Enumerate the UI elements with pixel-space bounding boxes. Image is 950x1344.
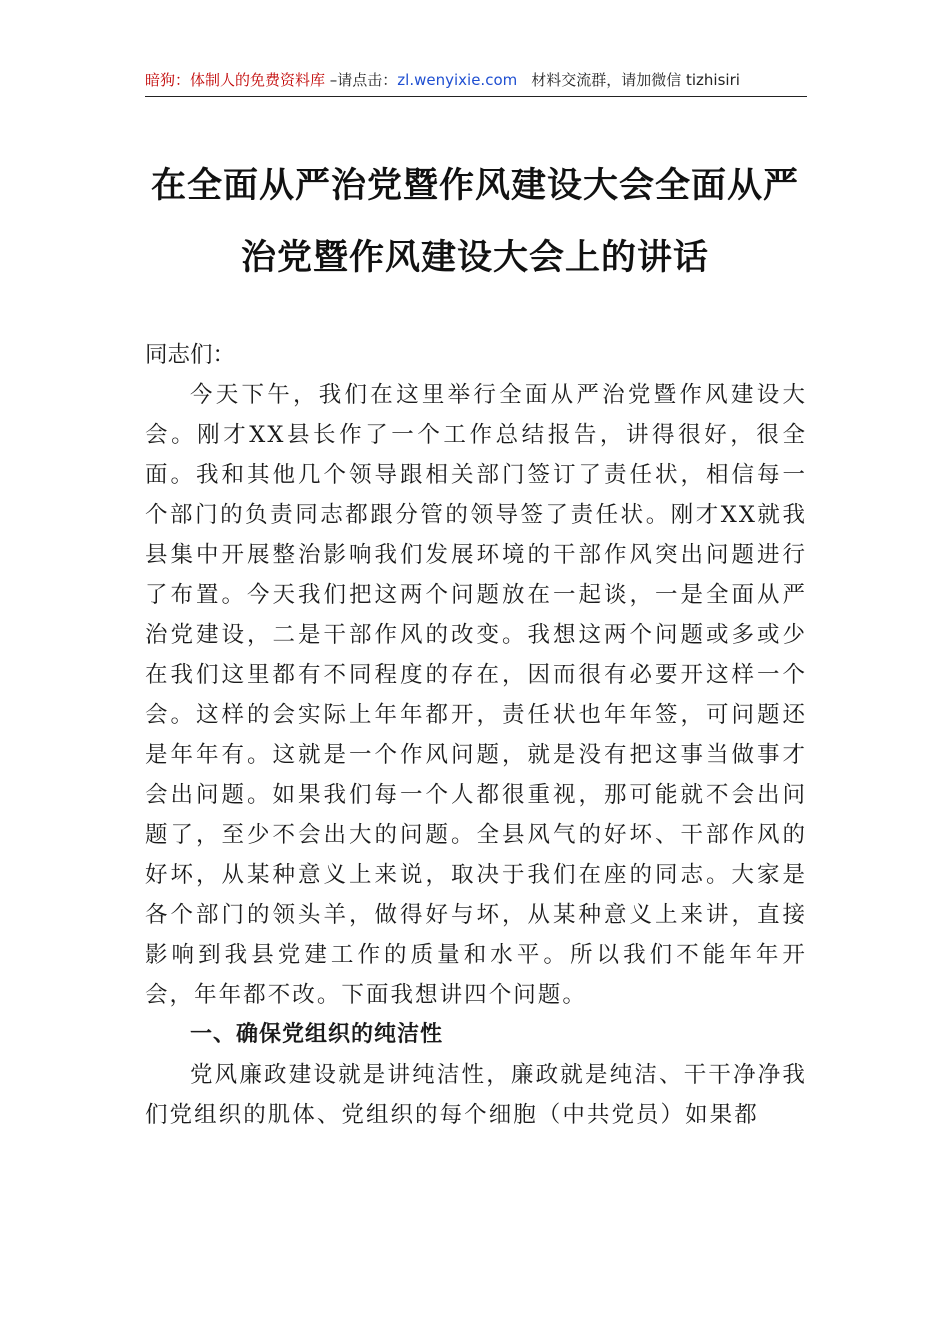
document-title — [140, 150, 810, 294]
header-click-prompt: –请点击： — [325, 71, 398, 89]
paragraph-intro: 今天下午，我们在这里举行全面从严治党暨作风建设大会。刚才XX县长作了一个工作总结报告，讲得很好，很全面。我和其他几个领导跟相关部门签订了责任状，相信每一个部门的负责同志都跟分管的领导签了责任状。刚才XX就我县集中开展整治影响我们发展环境的干部作风突出问题进行了布置。今天我们把这两个问题放在一起谈，一是全面从严治党建设，二是干部作风的改变。我想这两个问题或多或少在我们这里都有不同程度的存在，因而很有必要开这样一个会。这样的会实际上年年都开，责任状也年年签，可问题还是年年有。这就是一个作风问题，就是没有把这事当做事才会出问题。如果我们每一个人都很重视，那可能就不会出问题了，至少不会出大的问题。全县风气的好坏、干部作风的好坏，从某种意义上来说，取决于我们在座的同志。大家是各个部门的领头羊，做得好与坏，从某种意义上来讲，直接影响到我县党建工作的质量和水平。所以我们不能年年开会，年年都不改。下面我想讲四个问题。 — [145, 382, 807, 1008]
header-wechat-group: 材料交流群，请加微信 tizhisiri — [531, 71, 740, 89]
title-line-1: 在全面从严治党暨作风建设大会全面从严 — [150, 165, 799, 206]
salutation: 同志们： — [145, 342, 236, 368]
paragraph-section-1: 党风廉政建设就是讲纯洁性，廉政就是纯洁、干干净净我们党组织的肌体、党组织的每个细胞（中共党员）如果都 — [145, 1062, 807, 1128]
section-heading-1: 一、确保党组织的纯洁性 — [190, 1022, 444, 1047]
title-line-2: 治党暨作风建设大会上的讲话 — [240, 237, 709, 278]
page-header — [145, 66, 807, 97]
document-body — [145, 335, 807, 1135]
header-url-link[interactable]: zl.wenyixie.com — [397, 71, 518, 89]
header-brand: 暗狗：体制人的免费资料库 — [145, 71, 326, 89]
